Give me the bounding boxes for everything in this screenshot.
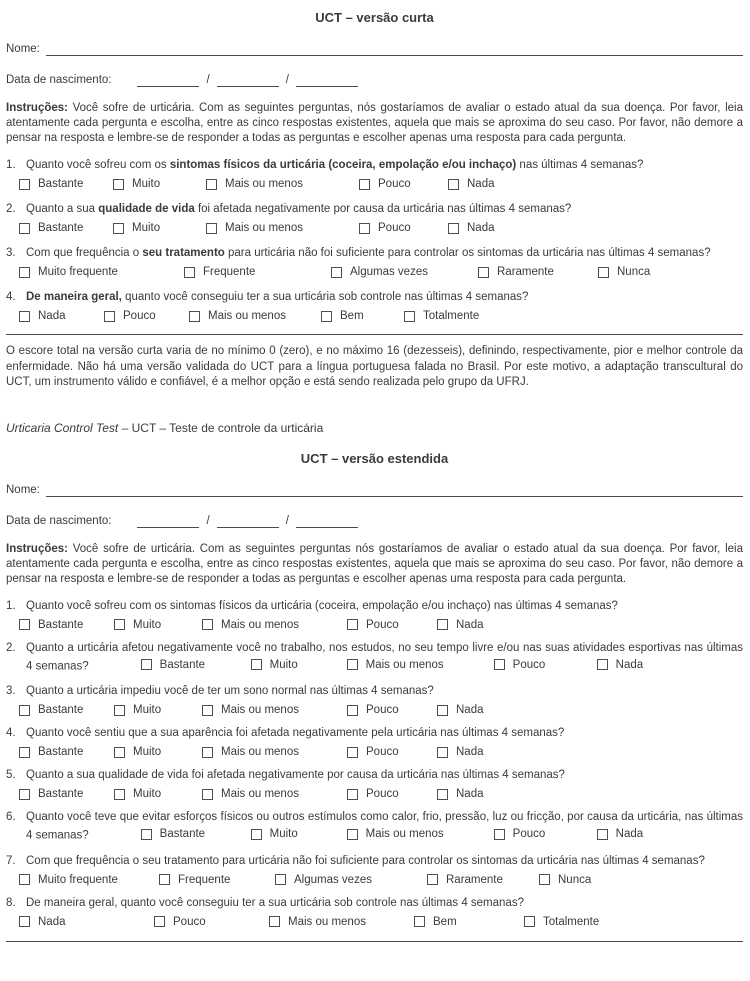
option-label: Bastante <box>38 178 84 190</box>
option-mais-ou-menos[interactable] <box>347 826 494 842</box>
option-label: Nada <box>615 658 644 671</box>
score-note: O escore total na versão curta varia de no mínimo 0 (zero), e no máximo 16 (dezesseis), definindo, respectivamente, pior e melhor controle da enfermidade. Não há uma versão validada do UCT para a língua portuguesa falada no Brasil. Por este motivo, a adaptação transcultural do UCT, um instrumento válido e confiável, é a melhor opção e está sendo realizada pelo grupo da UFRJ. <box>6 345 743 388</box>
option-pouco[interactable] <box>494 657 597 673</box>
short-version-title: UCT – versão curta <box>315 10 434 25</box>
checkbox-icon[interactable] <box>494 659 505 670</box>
question-number: 2. <box>6 641 16 654</box>
checkbox-icon[interactable] <box>19 705 30 716</box>
checkbox-icon[interactable] <box>114 619 125 630</box>
option-bastante[interactable] <box>19 746 114 758</box>
option-label: Algumas vezes <box>350 266 428 278</box>
question-number: 6. <box>6 811 16 823</box>
option-mais-ou-menos[interactable] <box>206 222 359 234</box>
checkbox-icon[interactable] <box>19 223 30 234</box>
option-totalmente[interactable] <box>524 916 599 928</box>
question-number: 4. <box>6 291 16 303</box>
option-label: Mais ou menos <box>221 704 299 716</box>
name-input-line[interactable] <box>46 483 743 497</box>
name-label: Nome: <box>6 483 40 496</box>
short-question-2 <box>6 201 743 234</box>
question-number: 8. <box>6 896 16 909</box>
divider <box>6 334 743 335</box>
option-label: Mais ou menos <box>225 178 303 190</box>
option-muito[interactable] <box>114 619 202 631</box>
dob-month-line[interactable] <box>217 514 279 528</box>
checkbox-icon[interactable] <box>494 829 505 840</box>
option-label: Nunca <box>617 266 651 278</box>
option-nada[interactable] <box>19 916 154 928</box>
option-muito[interactable] <box>251 826 347 842</box>
option-algumas-vezes[interactable] <box>275 874 427 886</box>
option-muito[interactable] <box>251 657 347 673</box>
option-label: Muito <box>133 788 162 800</box>
option-nada[interactable] <box>437 619 484 631</box>
option-label: Muito frequente <box>38 873 118 886</box>
checkbox-icon[interactable] <box>478 267 489 278</box>
checkbox-icon[interactable] <box>524 916 535 927</box>
checkbox-icon[interactable] <box>414 916 425 927</box>
option-mais-ou-menos[interactable] <box>202 746 347 758</box>
checkbox-icon[interactable] <box>19 789 30 800</box>
option-label: Muito frequente <box>38 266 118 278</box>
instructions-text: Você sofre de urticária. Com as seguintes perguntas nós gostaríamos de avaliar o estado atual da sua doença. Por favor, leia atentamente cada pergunta e escolha, entre as cinco respostas existentes, aquela que mais se aproxima do seu caso. Por favor, não demore a pensar na resposta e lembre-se de responder a todas as perguntas e escolher apenas uma resposta para cada pergunta. <box>6 542 743 585</box>
option-label: Pouco <box>512 658 546 671</box>
extended-question-8 <box>6 895 743 928</box>
option-label: Nada <box>456 746 484 758</box>
option-label: Mais ou menos <box>288 915 366 928</box>
option-label: Pouco <box>173 915 206 928</box>
extended-question-8-options-row <box>19 916 743 928</box>
checkbox-icon[interactable] <box>437 789 448 800</box>
checkbox-icon[interactable] <box>347 789 358 800</box>
option-mais-ou-menos[interactable] <box>269 916 414 928</box>
option-nunca[interactable] <box>539 874 591 886</box>
extended-name-field-row <box>6 483 743 497</box>
option-label: Nada <box>38 915 66 928</box>
checkbox-icon[interactable] <box>19 619 30 630</box>
question-number: 5. <box>6 769 16 781</box>
option-mais-ou-menos[interactable] <box>206 178 359 190</box>
option-mais-ou-menos[interactable] <box>347 657 494 673</box>
extended-version-section <box>6 451 743 928</box>
extended-version-title: UCT – versão estendida <box>300 450 449 466</box>
extended-question-2 <box>6 640 743 675</box>
checkbox-icon[interactable] <box>437 619 448 630</box>
dob-separator: / <box>206 74 210 86</box>
question-number: 3. <box>6 685 16 697</box>
option-pouco[interactable] <box>154 916 269 928</box>
option-label: Bastante <box>159 828 206 840</box>
question-text: Quanto a urticária impediu você de ter um sono normal nas últimas 4 semanas? <box>26 685 434 697</box>
checkbox-icon[interactable] <box>359 223 370 234</box>
instructions-label: Instruções: <box>6 542 68 555</box>
dob-month-line[interactable] <box>217 73 279 87</box>
option-label: Nada <box>467 178 495 190</box>
option-bastante[interactable] <box>141 657 251 673</box>
option-label: Bem <box>340 310 364 322</box>
option-mais-ou-menos[interactable] <box>202 788 347 800</box>
option-algumas-vezes[interactable] <box>331 266 478 278</box>
short-version-section <box>6 10 743 391</box>
checkbox-icon[interactable] <box>275 874 286 885</box>
option-label: Pouco <box>366 704 399 716</box>
short-question-1 <box>6 157 743 190</box>
name-label: Nome: <box>6 43 40 55</box>
option-muito[interactable] <box>114 788 202 800</box>
option-label: Bastante <box>38 618 84 631</box>
dob-separator: / <box>285 514 289 527</box>
extended-question-4 <box>6 725 743 758</box>
question-number: 1. <box>6 159 16 171</box>
checkbox-icon[interactable] <box>206 223 217 234</box>
option-bastante[interactable] <box>141 826 251 842</box>
extended-question-1-options-row <box>19 619 743 631</box>
checkbox-icon[interactable] <box>19 874 30 885</box>
option-label: Nunca <box>558 873 592 886</box>
option-bastante[interactable] <box>19 788 114 800</box>
checkbox-icon[interactable] <box>114 789 125 800</box>
option-nada[interactable] <box>437 704 484 716</box>
checkbox-icon[interactable] <box>437 705 448 716</box>
option-label: Muito <box>269 828 298 840</box>
option-bastante[interactable] <box>19 222 113 234</box>
question-text: Com que frequência o seu tratamento para urticária não foi suficiente para controlar os sintomas da urticária nas últimas 4 semanas? <box>26 854 705 867</box>
question-text: Quanto a sua qualidade de vida foi afetada negativamente por causa da urticária nas últimas 4 semanas? <box>26 203 572 215</box>
uct-caption <box>6 421 743 435</box>
question-text: Quanto você teve que evitar esforços físicos ou outros estímulos como calor, frio, pressão, luz ou fricção, por causa da urticária, nas últimas 4 semanas? Bastante Muito Mais ou menos Pouco Nada <box>26 811 743 842</box>
option-nada[interactable] <box>437 788 484 800</box>
option-label: Nada <box>467 222 495 234</box>
option-raramente[interactable] <box>427 874 539 886</box>
instructions-label: Instruções: <box>6 102 68 114</box>
checkbox-icon[interactable] <box>347 659 358 670</box>
question-number: 7. <box>6 854 16 867</box>
checkbox-icon[interactable] <box>437 747 448 758</box>
option-pouco[interactable] <box>347 788 437 800</box>
option-label: Pouco <box>366 746 399 758</box>
checkbox-icon[interactable] <box>189 311 200 322</box>
option-label: Nada <box>456 788 484 800</box>
option-muito-frequente[interactable] <box>19 874 159 886</box>
checkbox-icon[interactable] <box>202 789 213 800</box>
option-label: Pouco <box>366 788 399 800</box>
option-label: Raramente <box>497 266 554 278</box>
checkbox-icon[interactable] <box>113 179 124 190</box>
checkbox-icon[interactable] <box>184 267 195 278</box>
option-label: Nada <box>456 704 484 716</box>
option-nada[interactable] <box>437 746 484 758</box>
option-label: Mais ou menos <box>208 310 286 322</box>
option-label: Mais ou menos <box>225 222 303 234</box>
option-mais-ou-menos[interactable] <box>202 704 347 716</box>
dob-year-line[interactable] <box>296 73 358 87</box>
short-question-3-options-row <box>19 266 743 278</box>
question-text: Quanto você sentiu que a sua aparência foi afetada negativamente pela urticária nas últimas 4 semanas? <box>26 727 565 739</box>
option-nada[interactable] <box>448 222 495 234</box>
option-label: Mais ou menos <box>221 618 299 631</box>
checkbox-icon[interactable] <box>113 223 124 234</box>
checkbox-icon[interactable] <box>347 619 358 630</box>
dob-day-line[interactable] <box>137 73 199 87</box>
option-bem[interactable] <box>321 310 404 322</box>
option-label: Bastante <box>159 658 206 671</box>
extended-questions-list <box>6 598 743 928</box>
caption-italic-text: Urticaria Control Test <box>6 420 119 435</box>
question-text: Quanto você sofreu com os sintomas físicos da urticária (coceira, empolação e/ou inchaço) nas últimas 4 semanas? <box>26 599 618 612</box>
short-question-3 <box>6 245 743 278</box>
option-label: Totalmente <box>423 310 480 322</box>
short-question-4-options-row <box>19 310 743 322</box>
extended-question-6 <box>6 809 743 844</box>
option-bastante[interactable] <box>19 704 114 716</box>
checkbox-icon[interactable] <box>598 267 609 278</box>
option-totalmente[interactable] <box>404 310 479 322</box>
dob-separator: / <box>206 514 210 527</box>
option-frequente[interactable] <box>159 874 275 886</box>
option-bem[interactable] <box>414 916 524 928</box>
option-label: Mais ou menos <box>221 746 299 758</box>
checkbox-icon[interactable] <box>206 179 217 190</box>
option-label: Algumas vezes <box>294 873 372 886</box>
checkbox-icon[interactable] <box>269 916 280 927</box>
checkbox-icon[interactable] <box>597 829 608 840</box>
option-label: Bastante <box>38 222 84 234</box>
question-text: Quanto a urticária afetou negativamente você no trabalho, nos estudos, no seu tempo livre e/ou nas suas atividades esportivas nas últimas 4 semanas? Bastante Muito Mais ou menos Pouco Nada <box>26 641 743 672</box>
dob-separator: / <box>285 74 289 86</box>
extended-instructions <box>6 542 743 587</box>
option-label: Muito <box>132 222 161 234</box>
option-label: Muito <box>132 178 161 190</box>
question-text: Com que frequência o seu tratamento para urticária não foi suficiente para controlar os sintomas da urticária nas últimas 4 semanas? <box>26 247 711 259</box>
extended-question-7-options-row <box>19 874 743 886</box>
checkbox-icon[interactable] <box>19 747 30 758</box>
name-input-line[interactable] <box>46 42 743 56</box>
option-label: Pouco <box>378 178 411 190</box>
question-text: Quanto você sofreu com os sintomas físicos da urticária (coceira, empolação e/ou inchaço) nas últimas 4 semanas? <box>26 159 644 171</box>
checkbox-icon[interactable] <box>448 179 459 190</box>
option-nada[interactable] <box>597 657 644 673</box>
option-label: Pouco <box>123 310 156 322</box>
option-label: Pouco <box>378 222 411 234</box>
option-pouco[interactable] <box>347 619 437 631</box>
short-question-1-options-row <box>19 178 743 190</box>
option-pouco[interactable] <box>359 222 448 234</box>
option-label: Muito <box>269 658 298 671</box>
short-question-4 <box>6 289 743 322</box>
option-label: Frequente <box>203 266 256 278</box>
checkbox-icon[interactable] <box>141 829 152 840</box>
short-dob-field-row <box>6 73 743 87</box>
checkbox-icon[interactable] <box>597 659 608 670</box>
dob-day-line[interactable] <box>137 514 199 528</box>
option-frequente[interactable] <box>184 266 331 278</box>
option-label: Muito <box>133 746 162 758</box>
option-label: Muito <box>133 704 162 716</box>
extended-question-5 <box>6 767 743 800</box>
dob-year-line[interactable] <box>296 514 358 528</box>
option-label: Bastante <box>38 704 84 716</box>
checkbox-icon[interactable] <box>359 179 370 190</box>
option-pouco[interactable] <box>347 704 437 716</box>
option-label: Bastante <box>38 746 84 758</box>
option-label: Bastante <box>38 788 84 800</box>
extended-question-6-options-row <box>141 826 644 842</box>
checkbox-icon[interactable] <box>19 179 30 190</box>
option-label: Muito <box>133 618 162 631</box>
checkbox-icon[interactable] <box>159 874 170 885</box>
option-muito[interactable] <box>114 704 202 716</box>
option-mais-ou-menos[interactable] <box>202 619 347 631</box>
checkbox-icon[interactable] <box>331 267 342 278</box>
option-muito[interactable] <box>114 746 202 758</box>
checkbox-icon[interactable] <box>251 659 262 670</box>
checkbox-icon[interactable] <box>448 223 459 234</box>
extended-question-7 <box>6 853 743 886</box>
option-nada[interactable] <box>19 310 104 322</box>
option-label: Mais ou menos <box>365 828 444 840</box>
option-label: Mais ou menos <box>221 788 299 800</box>
checkbox-icon[interactable] <box>251 829 262 840</box>
question-number: 3. <box>6 247 16 259</box>
option-muito[interactable] <box>113 222 206 234</box>
option-bastante[interactable] <box>19 619 114 631</box>
short-instructions <box>6 101 743 146</box>
divider <box>6 941 743 942</box>
checkbox-icon[interactable] <box>202 705 213 716</box>
option-label: Raramente <box>446 873 503 886</box>
checkbox-icon[interactable] <box>154 916 165 927</box>
extended-question-1 <box>6 598 743 631</box>
option-mais-ou-menos[interactable] <box>189 310 321 322</box>
short-name-field-row <box>6 42 743 56</box>
checkbox-icon[interactable] <box>19 267 30 278</box>
question-number: 4. <box>6 727 16 739</box>
option-label: Pouco <box>366 618 399 631</box>
checkbox-icon[interactable] <box>321 311 332 322</box>
dob-label: Data de nascimento: <box>6 514 112 527</box>
checkbox-icon[interactable] <box>114 705 125 716</box>
extended-question-4-options-row <box>19 746 743 758</box>
option-pouco[interactable] <box>359 178 448 190</box>
caption-regular-text: – UCT – Teste de controle da urticária <box>118 420 324 435</box>
checkbox-icon[interactable] <box>202 619 213 630</box>
option-pouco[interactable] <box>104 310 189 322</box>
dob-label: Data de nascimento: <box>6 74 112 86</box>
short-question-2-options-row <box>19 222 743 234</box>
question-text: De maneira geral, quanto você conseguiu ter a sua urticária sob controle nas últimas 4 semanas? <box>26 291 529 303</box>
checkbox-icon[interactable] <box>404 311 415 322</box>
option-bastante[interactable] <box>19 178 113 190</box>
option-label: Nada <box>38 310 66 322</box>
extended-question-3 <box>6 683 743 716</box>
option-label: Mais ou menos <box>365 658 444 671</box>
option-label: Bem <box>433 915 457 928</box>
instructions-text: Você sofre de urticária. Com as seguintes perguntas, nós gostaríamos de avaliar o estado atual da sua doença. Por favor, leia atentamente cada pergunta e escolha, entre as cinco respostas existentes, aquela que mais se aproxima do seu caso. Por favor, não demore a pensar na resposta e lembre-se de responder a todas as perguntas e escolher apenas uma resposta para cada pergunta. <box>6 102 743 144</box>
checkbox-icon[interactable] <box>539 874 550 885</box>
option-label: Totalmente <box>543 915 600 928</box>
option-muito-frequente[interactable] <box>19 266 184 278</box>
extended-question-3-options-row <box>19 704 743 716</box>
question-number: 1. <box>6 599 16 612</box>
extended-question-2-options-row <box>141 657 644 673</box>
option-label: Frequente <box>178 873 231 886</box>
checkbox-icon[interactable] <box>141 659 152 670</box>
question-text: Quanto a sua qualidade de vida foi afetada negativamente por causa da urticária nas últimas 4 semanas? <box>26 769 565 781</box>
checkbox-icon[interactable] <box>347 829 358 840</box>
option-raramente[interactable] <box>478 266 598 278</box>
option-label: Nada <box>615 828 644 840</box>
option-pouco[interactable] <box>347 746 437 758</box>
checkbox-icon[interactable] <box>114 747 125 758</box>
checkbox-icon[interactable] <box>19 916 30 927</box>
option-nada[interactable] <box>597 826 644 842</box>
option-pouco[interactable] <box>494 826 597 842</box>
checkbox-icon[interactable] <box>202 747 213 758</box>
extended-question-5-options-row <box>19 788 743 800</box>
checkbox-icon[interactable] <box>427 874 438 885</box>
short-questions-list <box>6 157 743 322</box>
checkbox-icon[interactable] <box>347 747 358 758</box>
question-number: 2. <box>6 203 16 215</box>
option-nunca[interactable] <box>598 266 650 278</box>
option-muito[interactable] <box>113 178 206 190</box>
option-nada[interactable] <box>448 178 495 190</box>
extended-dob-field-row <box>6 514 743 528</box>
option-label: Nada <box>456 618 484 631</box>
checkbox-icon[interactable] <box>104 311 115 322</box>
checkbox-icon[interactable] <box>19 311 30 322</box>
question-text: De maneira geral, quanto você conseguiu ter a sua urticária sob controle nas últimas 4 semanas? <box>26 896 524 909</box>
option-label: Pouco <box>512 828 546 840</box>
checkbox-icon[interactable] <box>347 705 358 716</box>
